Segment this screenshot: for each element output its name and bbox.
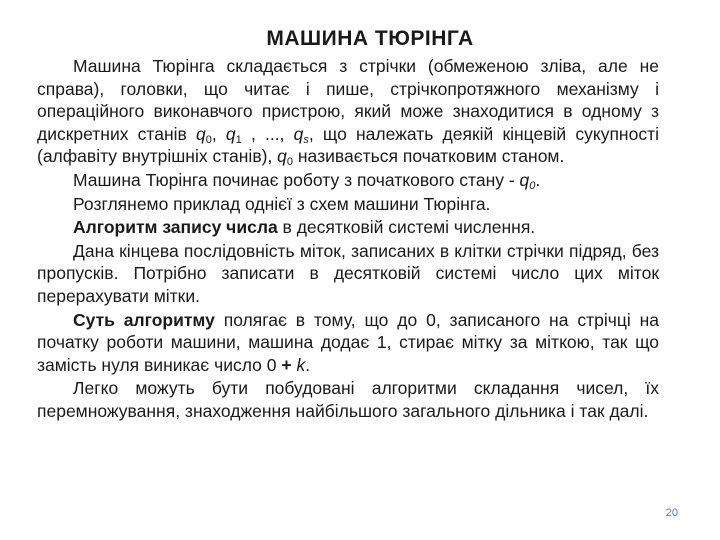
- bold-term: Суть алгоритму: [73, 309, 215, 330]
- paragraph-algorithm-title: [37, 216, 659, 239]
- state-symbol: q: [519, 169, 530, 190]
- paragraph-conclusion: Легко можуть бути побудовані алгоритми складання чисел, їх перемножування, знаходження найбільшого загального дільника і так далі.: [37, 378, 659, 421]
- text-run: в десятковій системі числення.: [277, 217, 536, 238]
- body-text: [37, 55, 659, 423]
- page-number: 20: [665, 507, 678, 519]
- text-run: .: [535, 169, 541, 190]
- paragraph-example: Розглянемо приклад однієї з схем машини Тюрінга.: [73, 193, 491, 214]
- text-run: Машина Тюрінга складається з стрічки (обмеженою зліва, але не справа), головки, що читає і пише, стрічкопротяжного механізму і операційного виконавчого пристрою, який може знаходитися в одному з дискретних станів: [37, 56, 659, 144]
- state-symbol: q: [277, 146, 287, 167]
- text-run: .: [305, 354, 311, 375]
- text-run: Машина Тюрінга починає роботу з початкового стану -: [73, 169, 520, 190]
- state-subscript: 1: [235, 133, 242, 146]
- plus-sign: +: [281, 354, 292, 375]
- state-symbol: q: [293, 123, 304, 144]
- text-run: , що належать деякій кінцевій сукупності (алфавіту внутрішніх станів),: [37, 123, 659, 167]
- text-run: ,: [211, 123, 226, 144]
- state-subscript: 0: [529, 179, 536, 192]
- variable-k: k: [296, 354, 306, 375]
- paragraph-start-state: [37, 169, 659, 192]
- bold-term: Алгоритм запису числа: [73, 217, 278, 238]
- state-subscript: s: [303, 133, 309, 146]
- paragraph-essence: [37, 309, 659, 377]
- text-run: називається початковим станом.: [293, 146, 565, 167]
- state-subscript: 0: [205, 133, 212, 146]
- state-subscript: 0: [286, 156, 294, 169]
- paragraph-definition: [37, 55, 659, 168]
- text-run: , ...,: [241, 123, 294, 144]
- state-symbol: q: [196, 123, 206, 144]
- paragraph-task: Дана кінцева послідовність міток, записаних в клітки стрічки підряд, без пропусків. Потрібно записати в десятковій системі число цих міток перерахувати мітки.: [37, 240, 659, 306]
- text-run: полягає в тому, що до 0, записаного на стрічці на початку роботи машини, машина додає 1, стирає мітку за міткою, так що замість нуля виникає число 0: [37, 309, 660, 375]
- state-symbol: q: [225, 123, 236, 144]
- page-title: МАШИНА ТЮРІНГА: [266, 27, 474, 50]
